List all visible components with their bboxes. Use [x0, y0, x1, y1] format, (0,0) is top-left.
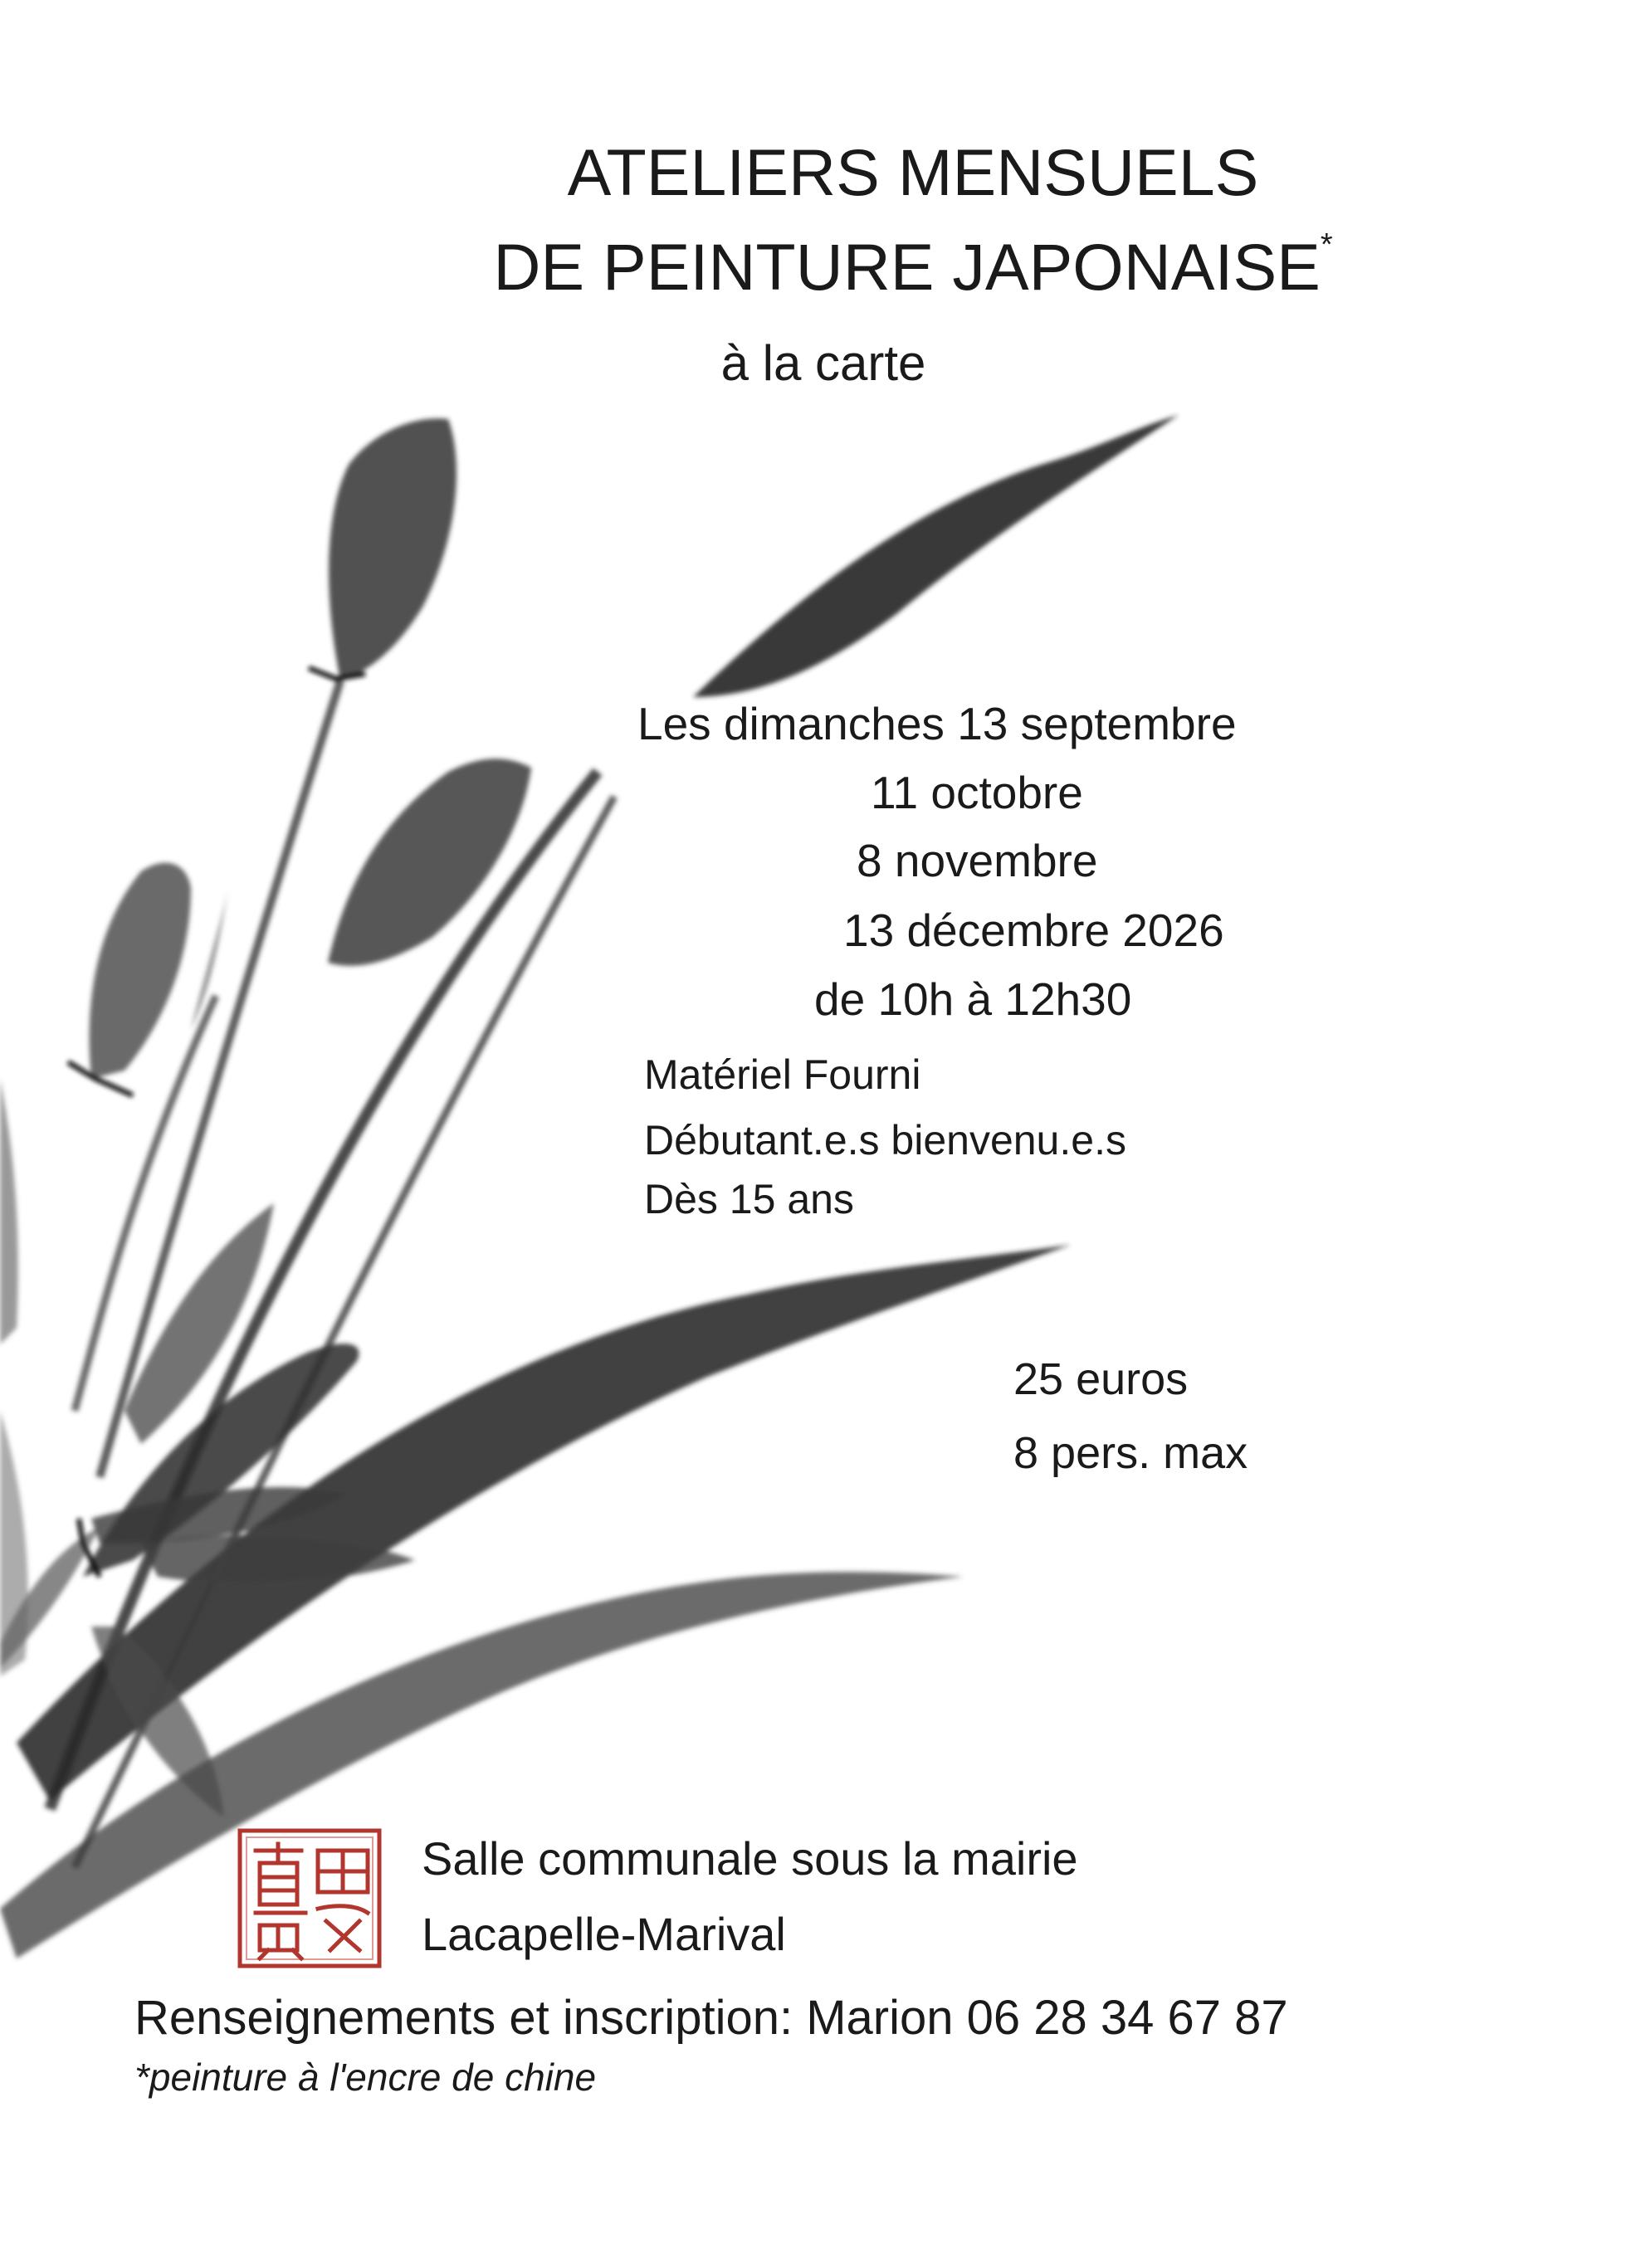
date-line: Les dimanches 13 septembre	[637, 698, 1237, 749]
hours-line: de 10h à 12h30	[814, 973, 1132, 1025]
venue-line: Salle communale sous la mairie	[422, 1832, 1078, 1885]
venue-line: Lacapelle-Marival	[422, 1908, 786, 1960]
info-line: Débutant.e.s bienvenu.e.s	[644, 1117, 1126, 1163]
title-line2-text: DE PEINTURE JAPONAISE	[493, 230, 1321, 304]
info-line: Matériel Fourni	[644, 1051, 921, 1098]
capacity-line: 8 pers. max	[1013, 1428, 1248, 1478]
red-name-seal-icon	[235, 1826, 384, 1971]
title-asterisk: *	[1320, 227, 1333, 262]
poster-subtitle: à la carte	[720, 335, 926, 391]
contact-line: Renseignements et inscription: Marion 06 28 34 67 87	[134, 1991, 1288, 2045]
date-line: 8 novembre	[857, 835, 1098, 886]
poster-title-line1: ATELIERS MENSUELS	[567, 135, 1259, 209]
price-line: 25 euros	[1013, 1354, 1189, 1404]
date-line: 13 décembre 2026	[843, 905, 1224, 956]
footnote: *peinture à l'encre de chine	[134, 2056, 597, 2099]
info-line: Dès 15 ans	[644, 1176, 854, 1222]
date-line: 11 octobre	[871, 767, 1083, 818]
poster-title-line2	[0, 227, 1626, 304]
